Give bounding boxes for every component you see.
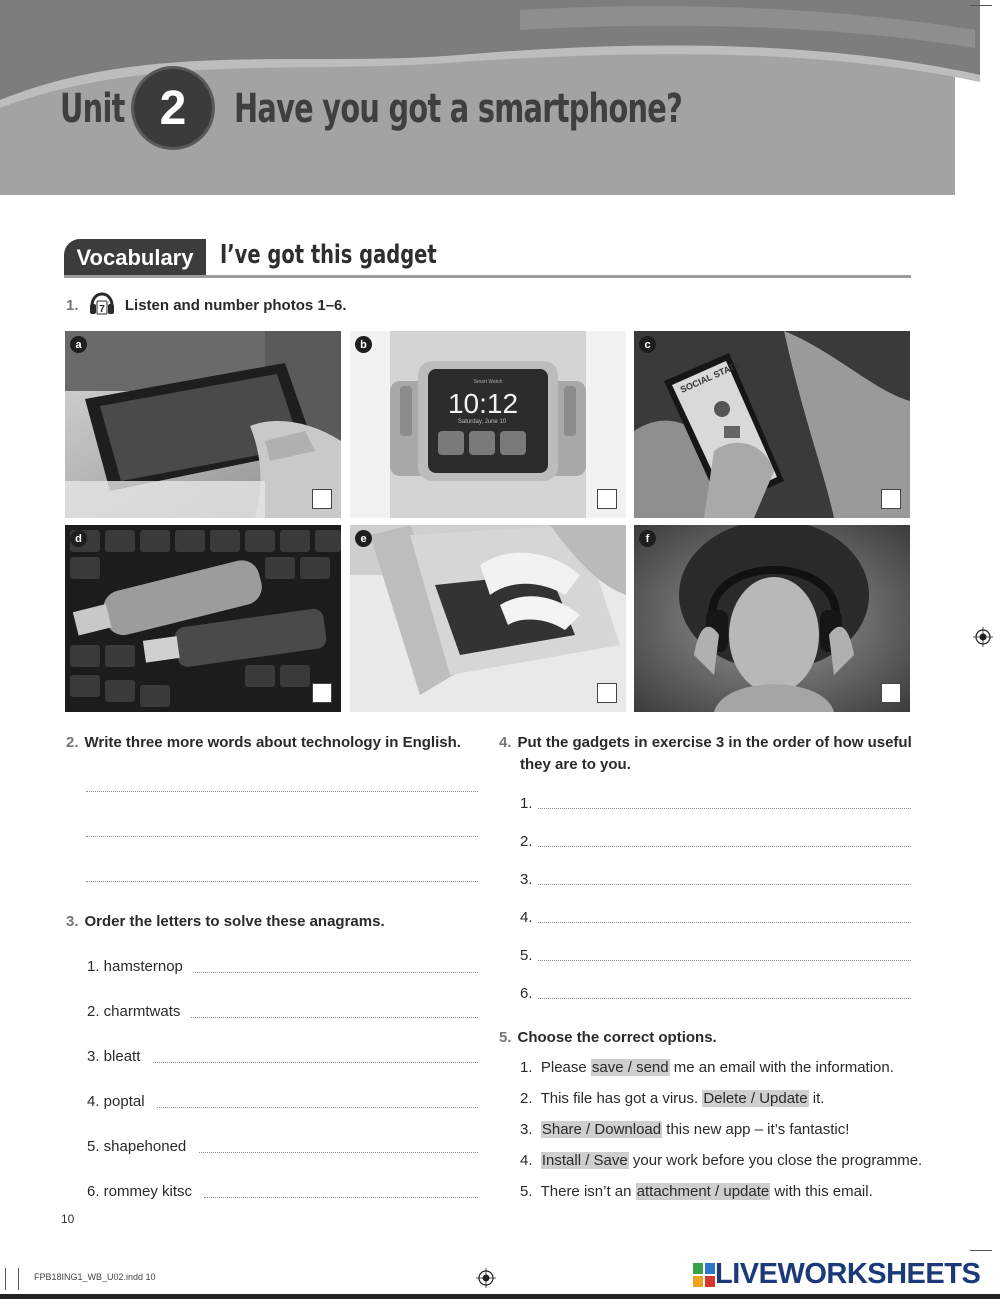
- anagram-item: 1. hamsternop: [87, 958, 183, 975]
- headphones-photo-icon: [634, 525, 910, 712]
- photo-letter: d: [70, 530, 87, 547]
- sentence-number: 1.: [520, 1059, 533, 1076]
- ranking-answer-line-3[interactable]: [538, 884, 911, 885]
- exercise-2-heading: [66, 732, 461, 754]
- exercise-4-instruction-line-1: Put the gadgets in exercise 3 in the order of how useful: [517, 734, 912, 751]
- sentence-text: this new app – it’s fantastic!: [662, 1121, 850, 1138]
- watch-date-text: Saturday, June 10: [457, 419, 507, 425]
- ex2-answer-line-3[interactable]: [86, 881, 478, 882]
- anagram-answer-line-2[interactable]: [191, 1017, 478, 1018]
- exercise-1-instruction: Listen and number photos 1–6.: [124, 297, 347, 314]
- ranking-answer-line-6[interactable]: [538, 998, 911, 999]
- smartphone-photo-icon: [634, 331, 910, 518]
- photo-letter: b: [355, 336, 372, 353]
- exercise-number: 1.: [66, 297, 79, 314]
- exercise-2-instruction: Write three more words about technology in English.: [84, 734, 461, 751]
- photo-letter: e: [355, 530, 372, 547]
- anagram-item: 4. poptal: [87, 1093, 145, 1110]
- exercise-5-instruction: Choose the correct options.: [517, 1029, 717, 1046]
- photo-letter: c: [639, 336, 656, 353]
- option-choice[interactable]: Delete / Update: [703, 1090, 808, 1107]
- sentence-number: 2.: [520, 1090, 533, 1107]
- option-choice[interactable]: Install / Save: [541, 1152, 628, 1169]
- liveworksheets-logo-icon: [693, 1263, 715, 1287]
- exercise-4-instruction-line-2: they are to you.: [520, 756, 631, 773]
- anagram-item: 3. bleatt: [87, 1048, 141, 1065]
- ex2-answer-line-2[interactable]: [86, 836, 478, 837]
- liveworksheets-logo-text: LIVEWORKSHEETS: [715, 1258, 981, 1290]
- options-sentence-1: [520, 1058, 894, 1078]
- vocabulary-tab: Vocabulary: [64, 239, 206, 277]
- photo-d-answer-box[interactable]: [312, 683, 332, 703]
- registration-mark-icon: [973, 627, 993, 647]
- headphones-audio-icon[interactable]: [89, 292, 115, 316]
- ranking-answer-line-4[interactable]: [538, 922, 911, 923]
- exercise-3-instruction: Order the letters to solve these anagrams.: [84, 913, 385, 930]
- exercise-4-heading: [499, 732, 919, 776]
- sentence-text: me an email with the information.: [669, 1059, 894, 1076]
- exercise-number: 3.: [66, 913, 79, 930]
- exercise-1-heading: [66, 295, 347, 317]
- tablet-photo-icon: [65, 331, 341, 518]
- sentence-number: 4.: [520, 1152, 533, 1169]
- photo-b-smartwatch: [350, 331, 626, 518]
- ranking-answer-line-1[interactable]: [538, 808, 911, 809]
- crop-mark: [970, 5, 992, 6]
- unit-label: Unit: [60, 86, 125, 132]
- photo-letter: f: [639, 530, 656, 547]
- section-subtitle: I’ve got this gadget: [220, 240, 437, 270]
- ranking-item: 1.: [520, 795, 533, 812]
- sentence-text: your work before you close the programme.: [628, 1152, 923, 1169]
- ranking-answer-line-5[interactable]: [538, 960, 911, 961]
- unit-title: Have you got a smartphone?: [234, 86, 683, 132]
- sentence-text: There isn’t an: [540, 1183, 636, 1200]
- ranking-item: 3.: [520, 871, 533, 888]
- page-number: 10: [61, 1212, 75, 1226]
- sentence-text: This file has got a virus.: [540, 1090, 703, 1107]
- anagram-item: 6. rommey kitsc: [87, 1183, 193, 1200]
- photo-f-headphones: [634, 525, 910, 712]
- ranking-item: 4.: [520, 909, 533, 926]
- anagram-answer-line-4[interactable]: [157, 1107, 478, 1108]
- photo-e-answer-box[interactable]: [597, 683, 617, 703]
- photo-b-answer-box[interactable]: [597, 489, 617, 509]
- photo-f-answer-box[interactable]: [881, 683, 901, 703]
- photo-a-tablet: [65, 331, 341, 518]
- unit-number-badge: 2: [131, 66, 215, 150]
- sentence-number: 3.: [520, 1121, 533, 1138]
- anagram-answer-line-6[interactable]: [204, 1197, 478, 1198]
- anagram-answer-line-1[interactable]: [193, 972, 478, 973]
- sentence-number: 5.: [520, 1183, 533, 1200]
- options-sentence-4: [520, 1151, 922, 1171]
- audio-track-number: 7: [98, 304, 105, 316]
- exercise-number: 5.: [499, 1029, 512, 1046]
- photo-letter: a: [70, 336, 87, 353]
- options-sentence-5: [520, 1182, 873, 1202]
- photo-d-usb-sticks: [65, 525, 341, 712]
- registration-mark-icon: [476, 1268, 496, 1288]
- sentence-text: with this email.: [770, 1183, 873, 1200]
- photo-e-laptop: [350, 525, 626, 712]
- ranking-item: 5.: [520, 947, 533, 964]
- anagram-answer-line-5[interactable]: [199, 1152, 478, 1153]
- footer-file-name: FPB18ING1_WB_U02.indd 10: [34, 1272, 156, 1282]
- ranking-item: 2.: [520, 833, 533, 850]
- ranking-item: 6.: [520, 985, 533, 1002]
- phone-screen-text: SOCIAL STATS: [678, 359, 742, 395]
- anagram-item: 2. charmtwats: [87, 1003, 181, 1020]
- options-sentence-3: [520, 1120, 849, 1140]
- smartwatch-photo-icon: [350, 331, 626, 518]
- sentence-text: Please: [540, 1059, 591, 1076]
- photo-a-answer-box[interactable]: [312, 489, 332, 509]
- ranking-answer-line-2[interactable]: [538, 846, 911, 847]
- photo-c-answer-box[interactable]: [881, 489, 901, 509]
- exercise-number: 2.: [66, 734, 79, 751]
- bottom-bar: [0, 1294, 1000, 1299]
- laptop-photo-icon: [350, 525, 626, 712]
- section-rule: [64, 275, 911, 278]
- options-sentence-2: [520, 1089, 824, 1109]
- ex2-answer-line-1[interactable]: [86, 791, 478, 792]
- watch-brand-text: Smart Watch: [473, 379, 503, 385]
- watch-time-text: 10:12: [447, 388, 519, 419]
- anagram-answer-line-3[interactable]: [153, 1062, 478, 1063]
- exercise-number: 4.: [499, 734, 512, 751]
- usb-stick-photo-icon: [65, 525, 341, 712]
- option-choice[interactable]: Share / Download: [541, 1121, 662, 1138]
- crop-mark: [970, 1250, 992, 1251]
- option-choice[interactable]: save / send: [591, 1059, 669, 1076]
- crop-mark: [5, 1268, 6, 1290]
- sentence-text: it.: [808, 1090, 825, 1107]
- exercise-5-heading: [499, 1027, 717, 1049]
- photo-c-smartphone: [634, 331, 910, 518]
- anagram-item: 5. shapehoned: [87, 1138, 187, 1155]
- liveworksheets-logo[interactable]: [693, 1258, 980, 1291]
- option-choice[interactable]: attachment / update: [636, 1183, 770, 1200]
- exercise-3-heading: [66, 911, 385, 933]
- crop-mark: [18, 1268, 19, 1290]
